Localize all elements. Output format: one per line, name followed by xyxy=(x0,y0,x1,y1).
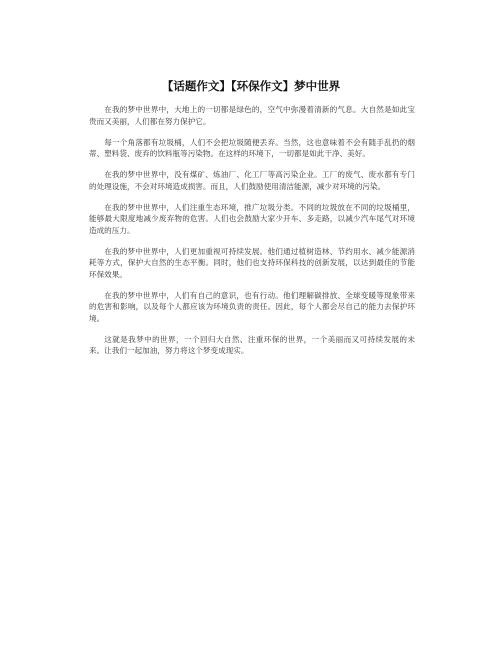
paragraph-3: 在我的梦中世界中，没有煤矿、炼油厂、化工厂等高污染企业。工厂的废气、废水都有专门的处理设施，不会对环境造成损害。而且，人们鼓励使用清洁能源，减少对环境的污染。 xyxy=(89,170,415,191)
document-title: 【话题作文】【环保作文】梦中世界 xyxy=(161,79,341,93)
paragraph-1: 在我的梦中世界中，大地上的一切都是绿色的，空气中弥漫着清新的气息。大自然是如此宝贵而又美丽，人们都在努力保护它。 xyxy=(89,105,415,126)
document-body xyxy=(89,104,415,366)
paragraph-6: 在我的梦中世界中，人们有自己的意识，也有行动。他们理解碳排放、全球变暖等现象带来的危害和影响，以及每个人都应该为环境负责的责任。因此，每个人都会尽自己的能力去保护环境。 xyxy=(89,290,415,323)
paragraph-4: 在我的梦中世界中，人们注重生态环境，推广垃圾分类。不同的垃圾放在不同的垃圾桶里，能够最大限度地减少废弃物的危害。人们也会鼓励大家少开车、多走路，以减少汽车尾气对环境造成的压力。 xyxy=(89,202,415,235)
paragraph-7: 这就是我梦中的世界，一个回归大自然、注重环保的世界，一个美丽而又可持续发展的未来。让我们一起加油，努力将这个梦变成现实。 xyxy=(89,334,415,355)
paragraph-5: 在我的梦中世界中，人们更加重视可持续发展。他们通过植树造林、节约用水、减少能源消耗等方式，保护大自然的生态平衡。同时，他们也支持环保科技的创新发展，以达到最佳的节能环保效果。 xyxy=(89,246,415,279)
paragraph-2: 每一个角落都有垃圾桶，人们不会把垃圾随便丢弃。当然，这也意味着不会有随手乱扔的烟蒂、塑料袋、废弃的饮料瓶等污染物。在这样的环境下，一切都是如此干净、美好。 xyxy=(89,137,415,158)
